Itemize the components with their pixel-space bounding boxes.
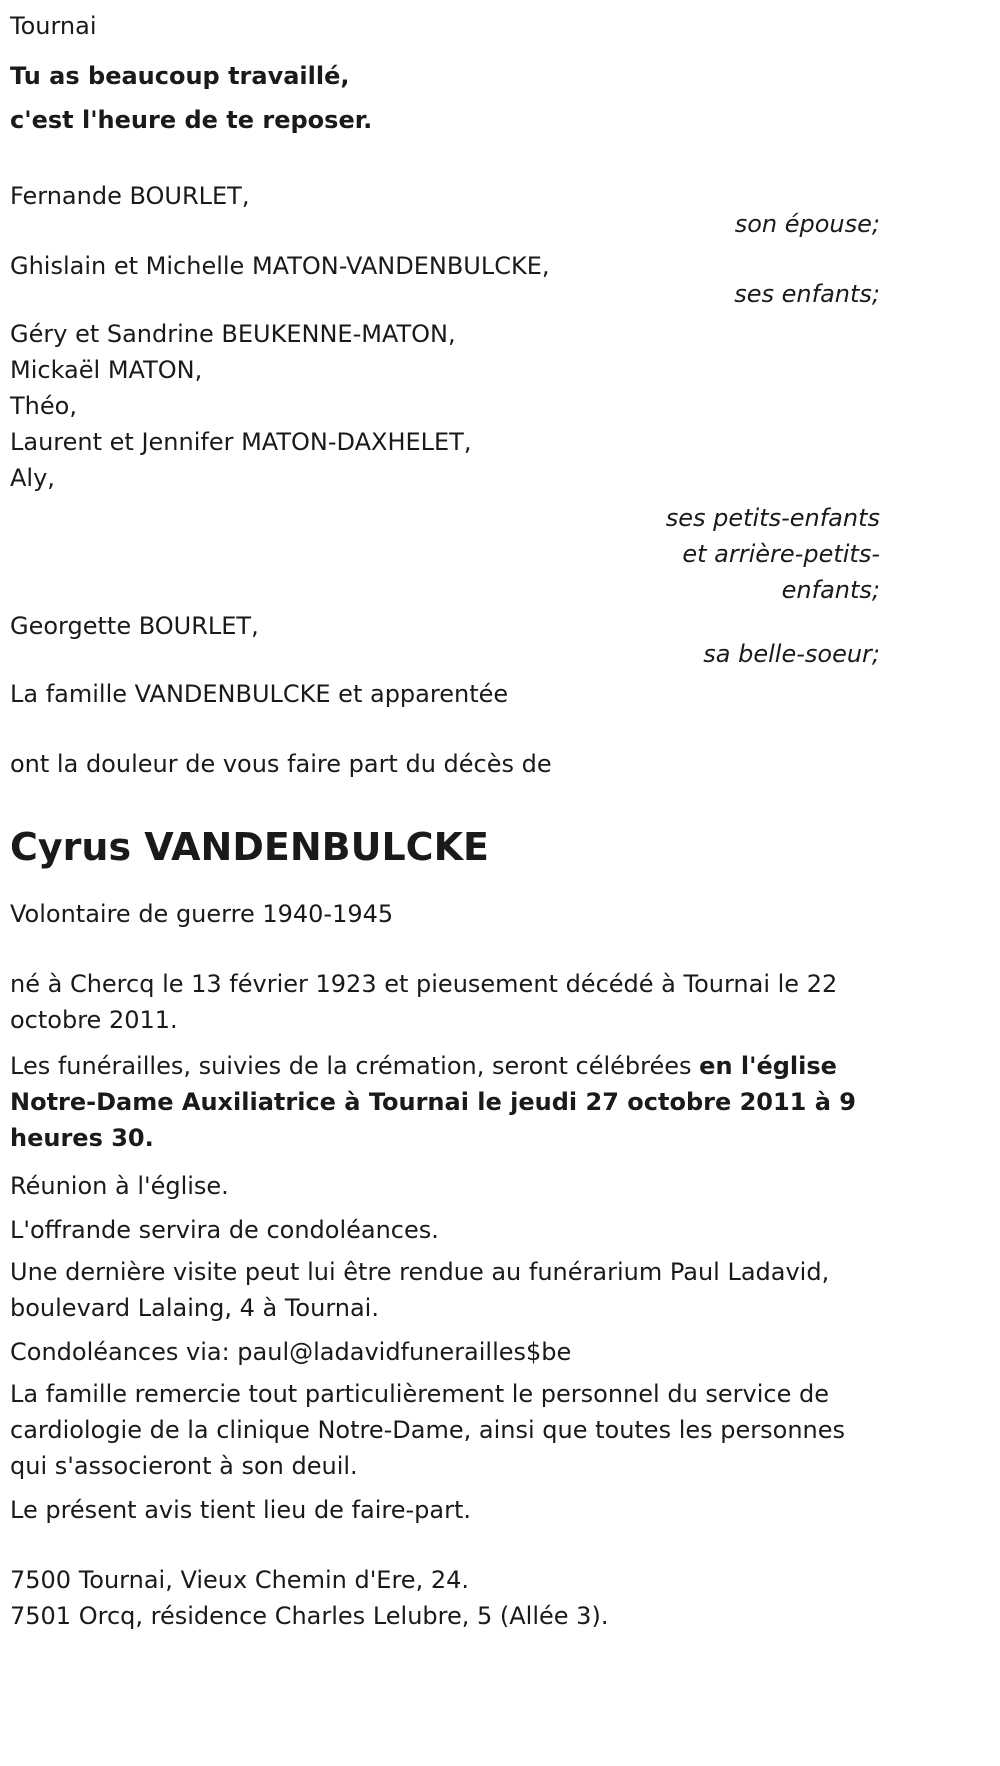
- sister-in-law-role: sa belle-soeur;: [703, 640, 880, 668]
- announcement-intro: ont la douleur de vous faire part du décès de: [10, 750, 552, 778]
- funeral-text: [10, 1048, 880, 1156]
- addresses: [10, 1562, 880, 1634]
- offering-text: L'offrande servira de condoléances.: [10, 1216, 439, 1244]
- address-line: 7500 Tournai, Vieux Chemin d'Ere, 24.: [10, 1566, 469, 1594]
- obituary-content: [10, 6, 880, 1634]
- spouse-role: son épouse;: [734, 210, 880, 238]
- grandchildren-role-line: et arrière-petits-: [682, 540, 880, 568]
- funeral-details: en l'église Notre-Dame Auxiliatrice à Tournai le jeudi 27 octobre 2011 à 9 heures 30.: [10, 1052, 856, 1152]
- grandchildren-role-line: enfants;: [781, 576, 880, 604]
- visit-text: Une dernière visite peut lui être rendue au funérarium Paul Ladavid, boulevard Lalaing, 4 à Tournai.: [10, 1258, 830, 1322]
- children-name: Ghislain et Michelle MATON-VANDENBULCKE,: [10, 252, 550, 280]
- grandchild-item: Théo,: [10, 392, 77, 420]
- condolences-text: Condoléances via: paul@ladavidfunerailles$be: [10, 1338, 572, 1366]
- family-list: [10, 176, 880, 714]
- grandchildren-role: [650, 500, 880, 608]
- spouse-name: Fernande BOURLET,: [10, 182, 250, 210]
- grandchild-item: Géry et Sandrine BEUKENNE-MATON,: [10, 320, 456, 348]
- city-label: Tournai: [10, 12, 97, 40]
- quote-line-1: Tu as beaucoup travaillé,: [10, 62, 350, 90]
- children-role: ses enfants;: [734, 280, 880, 308]
- sister-in-law-name: Georgette BOURLET,: [10, 612, 259, 640]
- grandchildren-list: [10, 316, 880, 496]
- deceased-title: Volontaire de guerre 1940-1945: [10, 900, 394, 928]
- notice-text: Le présent avis tient lieu de faire-part.: [10, 1496, 472, 1524]
- extended-family: La famille VANDENBULCKE et apparentée: [10, 680, 509, 708]
- grandchild-item: Mickaël MATON,: [10, 356, 203, 384]
- grandchildren-role-line: ses petits-enfants: [665, 504, 880, 532]
- funeral-prefix: Les funérailles, suivies de la crémation, seront célébrées: [10, 1052, 700, 1080]
- deceased-name: Cyrus VANDENBULCKE: [10, 825, 489, 869]
- grandchild-item: Laurent et Jennifer MATON-DAXHELET,: [10, 428, 472, 456]
- birth-death-text: né à Chercq le 13 février 1923 et pieusement décédé à Tournai le 22 octobre 2011.: [10, 970, 838, 1034]
- quote-line-2: c'est l'heure de te reposer.: [10, 106, 373, 134]
- address-line: 7501 Orcq, résidence Charles Lelubre, 5 (Allée 3).: [10, 1602, 609, 1630]
- meeting-text: Réunion à l'église.: [10, 1172, 229, 1200]
- grandchild-item: Aly,: [10, 464, 55, 492]
- thanks-text: La famille remercie tout particulièrement le personnel du service de cardiologie de la clinique Notre-Dame, ainsi que toutes les personnes qui s'associeront à son deuil.: [10, 1380, 846, 1480]
